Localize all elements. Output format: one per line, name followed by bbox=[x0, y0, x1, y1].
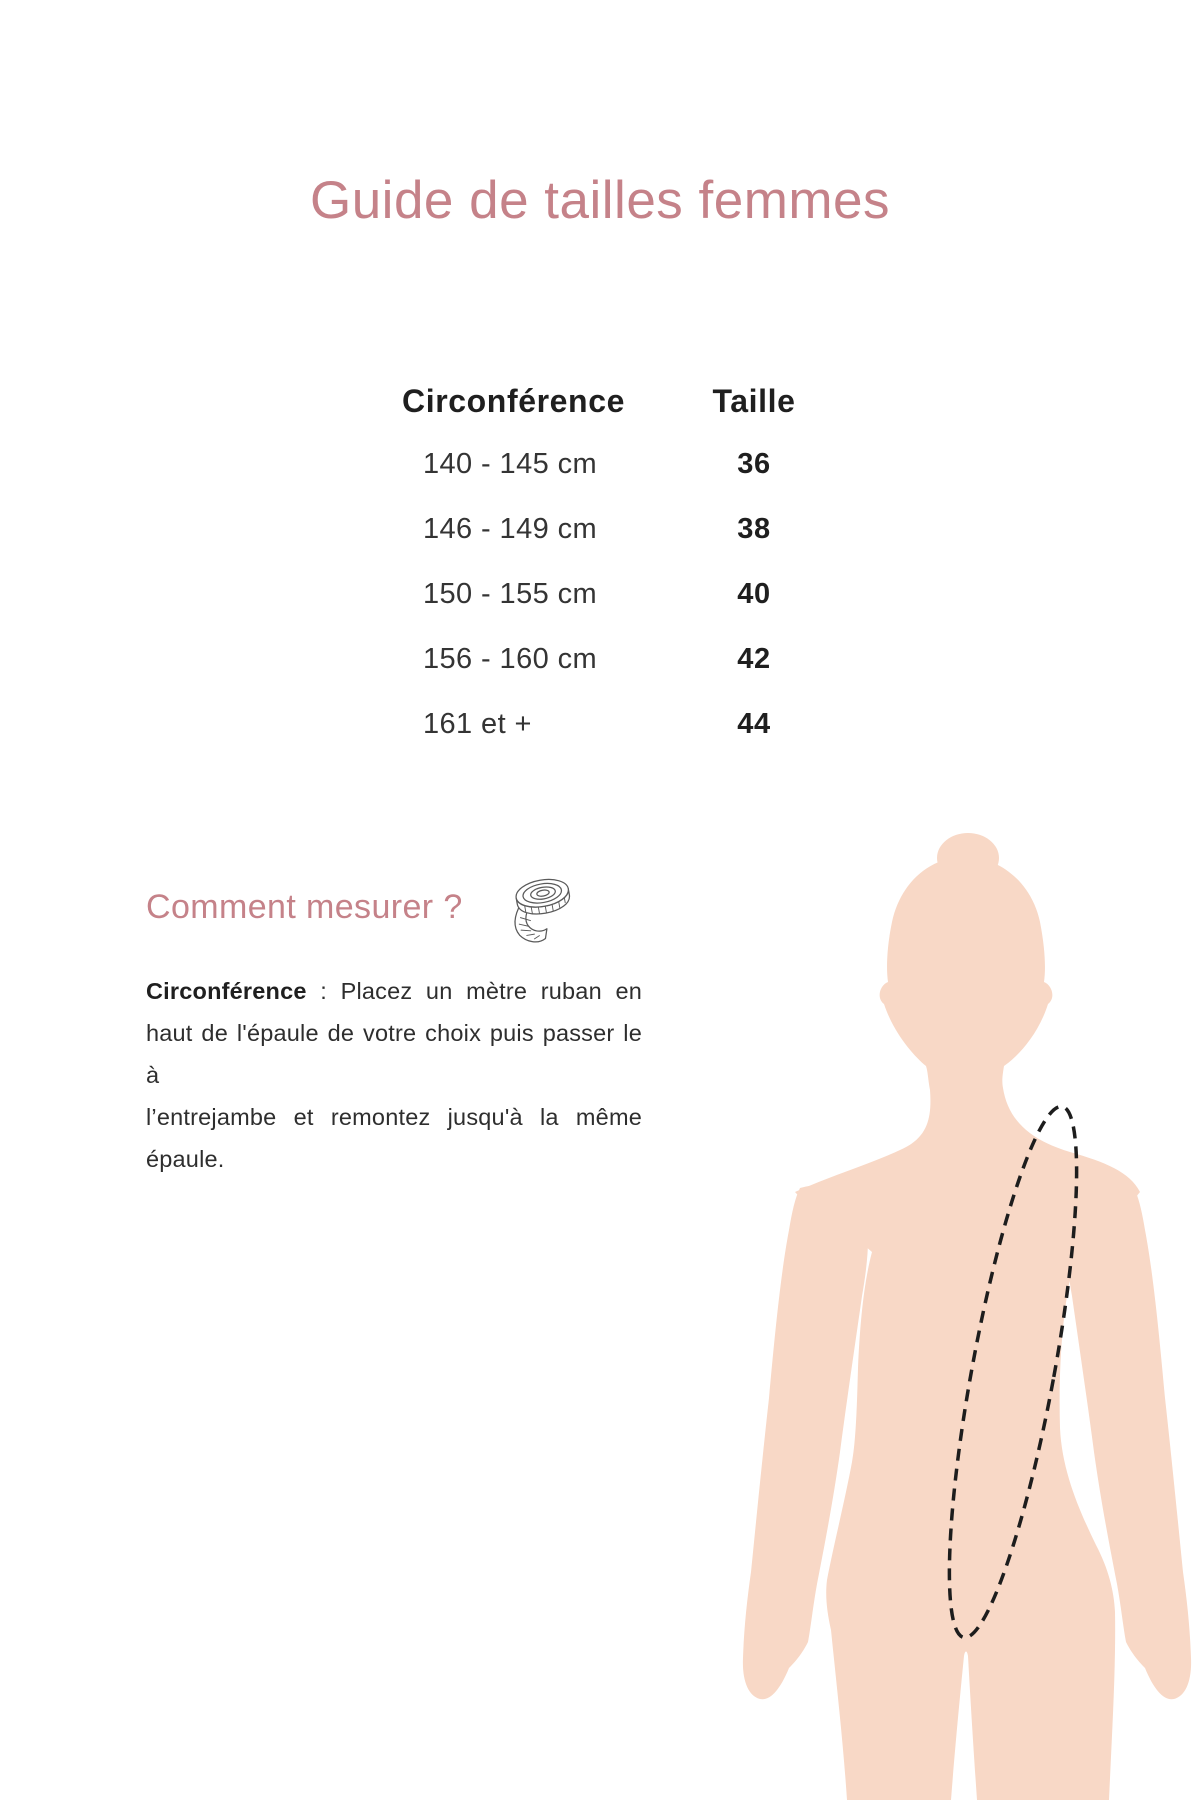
term-circumference: Circonférence bbox=[146, 978, 307, 1004]
table-row bbox=[402, 432, 844, 497]
table-row bbox=[402, 692, 844, 757]
paragraph-line: épaule. bbox=[146, 1146, 225, 1172]
how-to-measure-heading: Comment mesurer ? bbox=[146, 888, 463, 926]
table-row bbox=[402, 627, 844, 692]
circumference-value: 150 - 155 cm bbox=[423, 578, 598, 610]
circumference-value: 140 - 145 cm bbox=[423, 448, 598, 480]
how-to-measure-paragraph bbox=[146, 970, 642, 1180]
table-row bbox=[402, 497, 844, 562]
size-value: 36 bbox=[737, 448, 771, 480]
paragraph-line: haut de l'épaule de votre choix puis passer le à bbox=[146, 1020, 642, 1088]
female-silhouette bbox=[700, 800, 1200, 1800]
table-row bbox=[402, 562, 844, 627]
circumference-value: 161 et + bbox=[423, 708, 532, 740]
size-value: 38 bbox=[737, 513, 771, 545]
tape-measure-icon bbox=[503, 870, 581, 954]
circumference-value: 146 - 149 cm bbox=[423, 513, 598, 545]
paragraph-line: l’entrejambe et remontez jusqu'à la même bbox=[146, 1104, 642, 1130]
page-title: Guide de tailles femmes bbox=[309, 171, 891, 230]
size-value: 40 bbox=[737, 578, 771, 610]
size-table bbox=[402, 370, 844, 757]
column-header-circumference: Circonférence bbox=[402, 382, 625, 419]
circumference-value: 156 - 160 cm bbox=[423, 643, 598, 675]
table-header-row bbox=[402, 370, 844, 432]
size-value: 42 bbox=[737, 643, 771, 675]
paragraph-line: Circonférence : Placez un mètre ruban en bbox=[146, 978, 642, 1004]
size-value: 44 bbox=[737, 708, 771, 740]
column-header-size: Taille bbox=[712, 382, 796, 419]
